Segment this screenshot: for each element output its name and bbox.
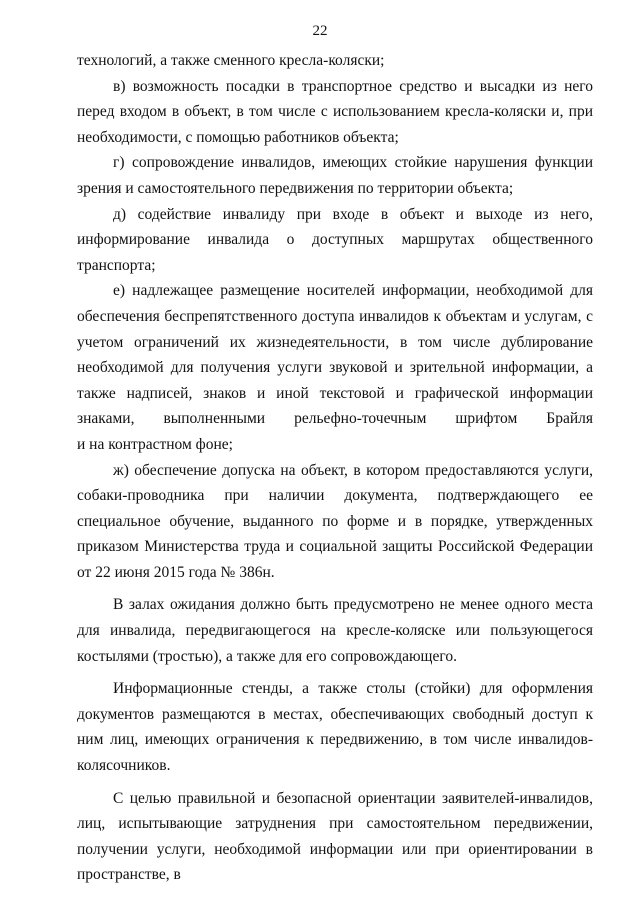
paragraph-item-d: д) содействие инвалиду при входе в объект и выходе из него, информирование инвалида о доступных маршрутах общественного транспорта;: [77, 205, 593, 274]
paragraph-waiting-rooms: В залах ожидания должно быть предусмотрено не менее одного места для инвалида, передвигающегося на кресле-коляске или пользующегося костылями (тростью), а также для его сопровождающего.: [77, 596, 593, 665]
paragraph-item-e-tail: и на контрастном фоне;: [77, 435, 233, 453]
document-body: [77, 48, 593, 888]
paragraph-item-v: в) возможность посадки в транспортное средство и высадки из него перед входом в объект, в том числе с использованием кресла-коляски и, при необходимости, с помощью работников объекта;: [77, 77, 593, 146]
page-number: 22: [312, 23, 328, 39]
paragraph-continuation: технологий, а также сменного кресла-коляски;: [77, 52, 385, 69]
paragraph-item-e: е) надлежащее размещение носителей информации, необходимой для обеспечения беспрепятственного доступа инвалидов к объектам и услугам, с учетом ограничений их жизнедеятельности, в том числе дублирование необходимой для получения услуги звуковой и зрительной информации, а также надписей, знаков и иной текстовой и графической информации знаками, выполненными рельефно-точечным шрифтом Брайля: [77, 282, 593, 428]
paragraph-item-zh: ж) обеспечение допуска на объект, в котором предоставляются услуги, собаки-проводника при наличии документа, подтверждающего ее специальное обучение, выданного по форме и в порядке, утвержденных приказом Министерства труда и социальной защиты Российской Федерации от 22 июня 2015 года № 386н.: [77, 461, 593, 581]
paragraph-orientation: С целью правильной и безопасной ориентации заявителей-инвалидов, лиц, испытывающие затруднения при самостоятельном передвижении, получении услуги, необходимой информации или при ориентировании в пространстве, в: [77, 789, 593, 884]
paragraph-item-g: г) сопровождение инвалидов, имеющих стойкие нарушения функции зрения и самостоятельного передвижения по территории объекта;: [77, 154, 593, 197]
paragraph-info-stands: Информационные стенды, а также столы (стойки) для оформления документов размещаются в местах, обеспечивающих свободный доступ к ним лиц, имеющих ограничения к передвижению, в том числе инвалидов-колясочников.: [77, 680, 593, 775]
